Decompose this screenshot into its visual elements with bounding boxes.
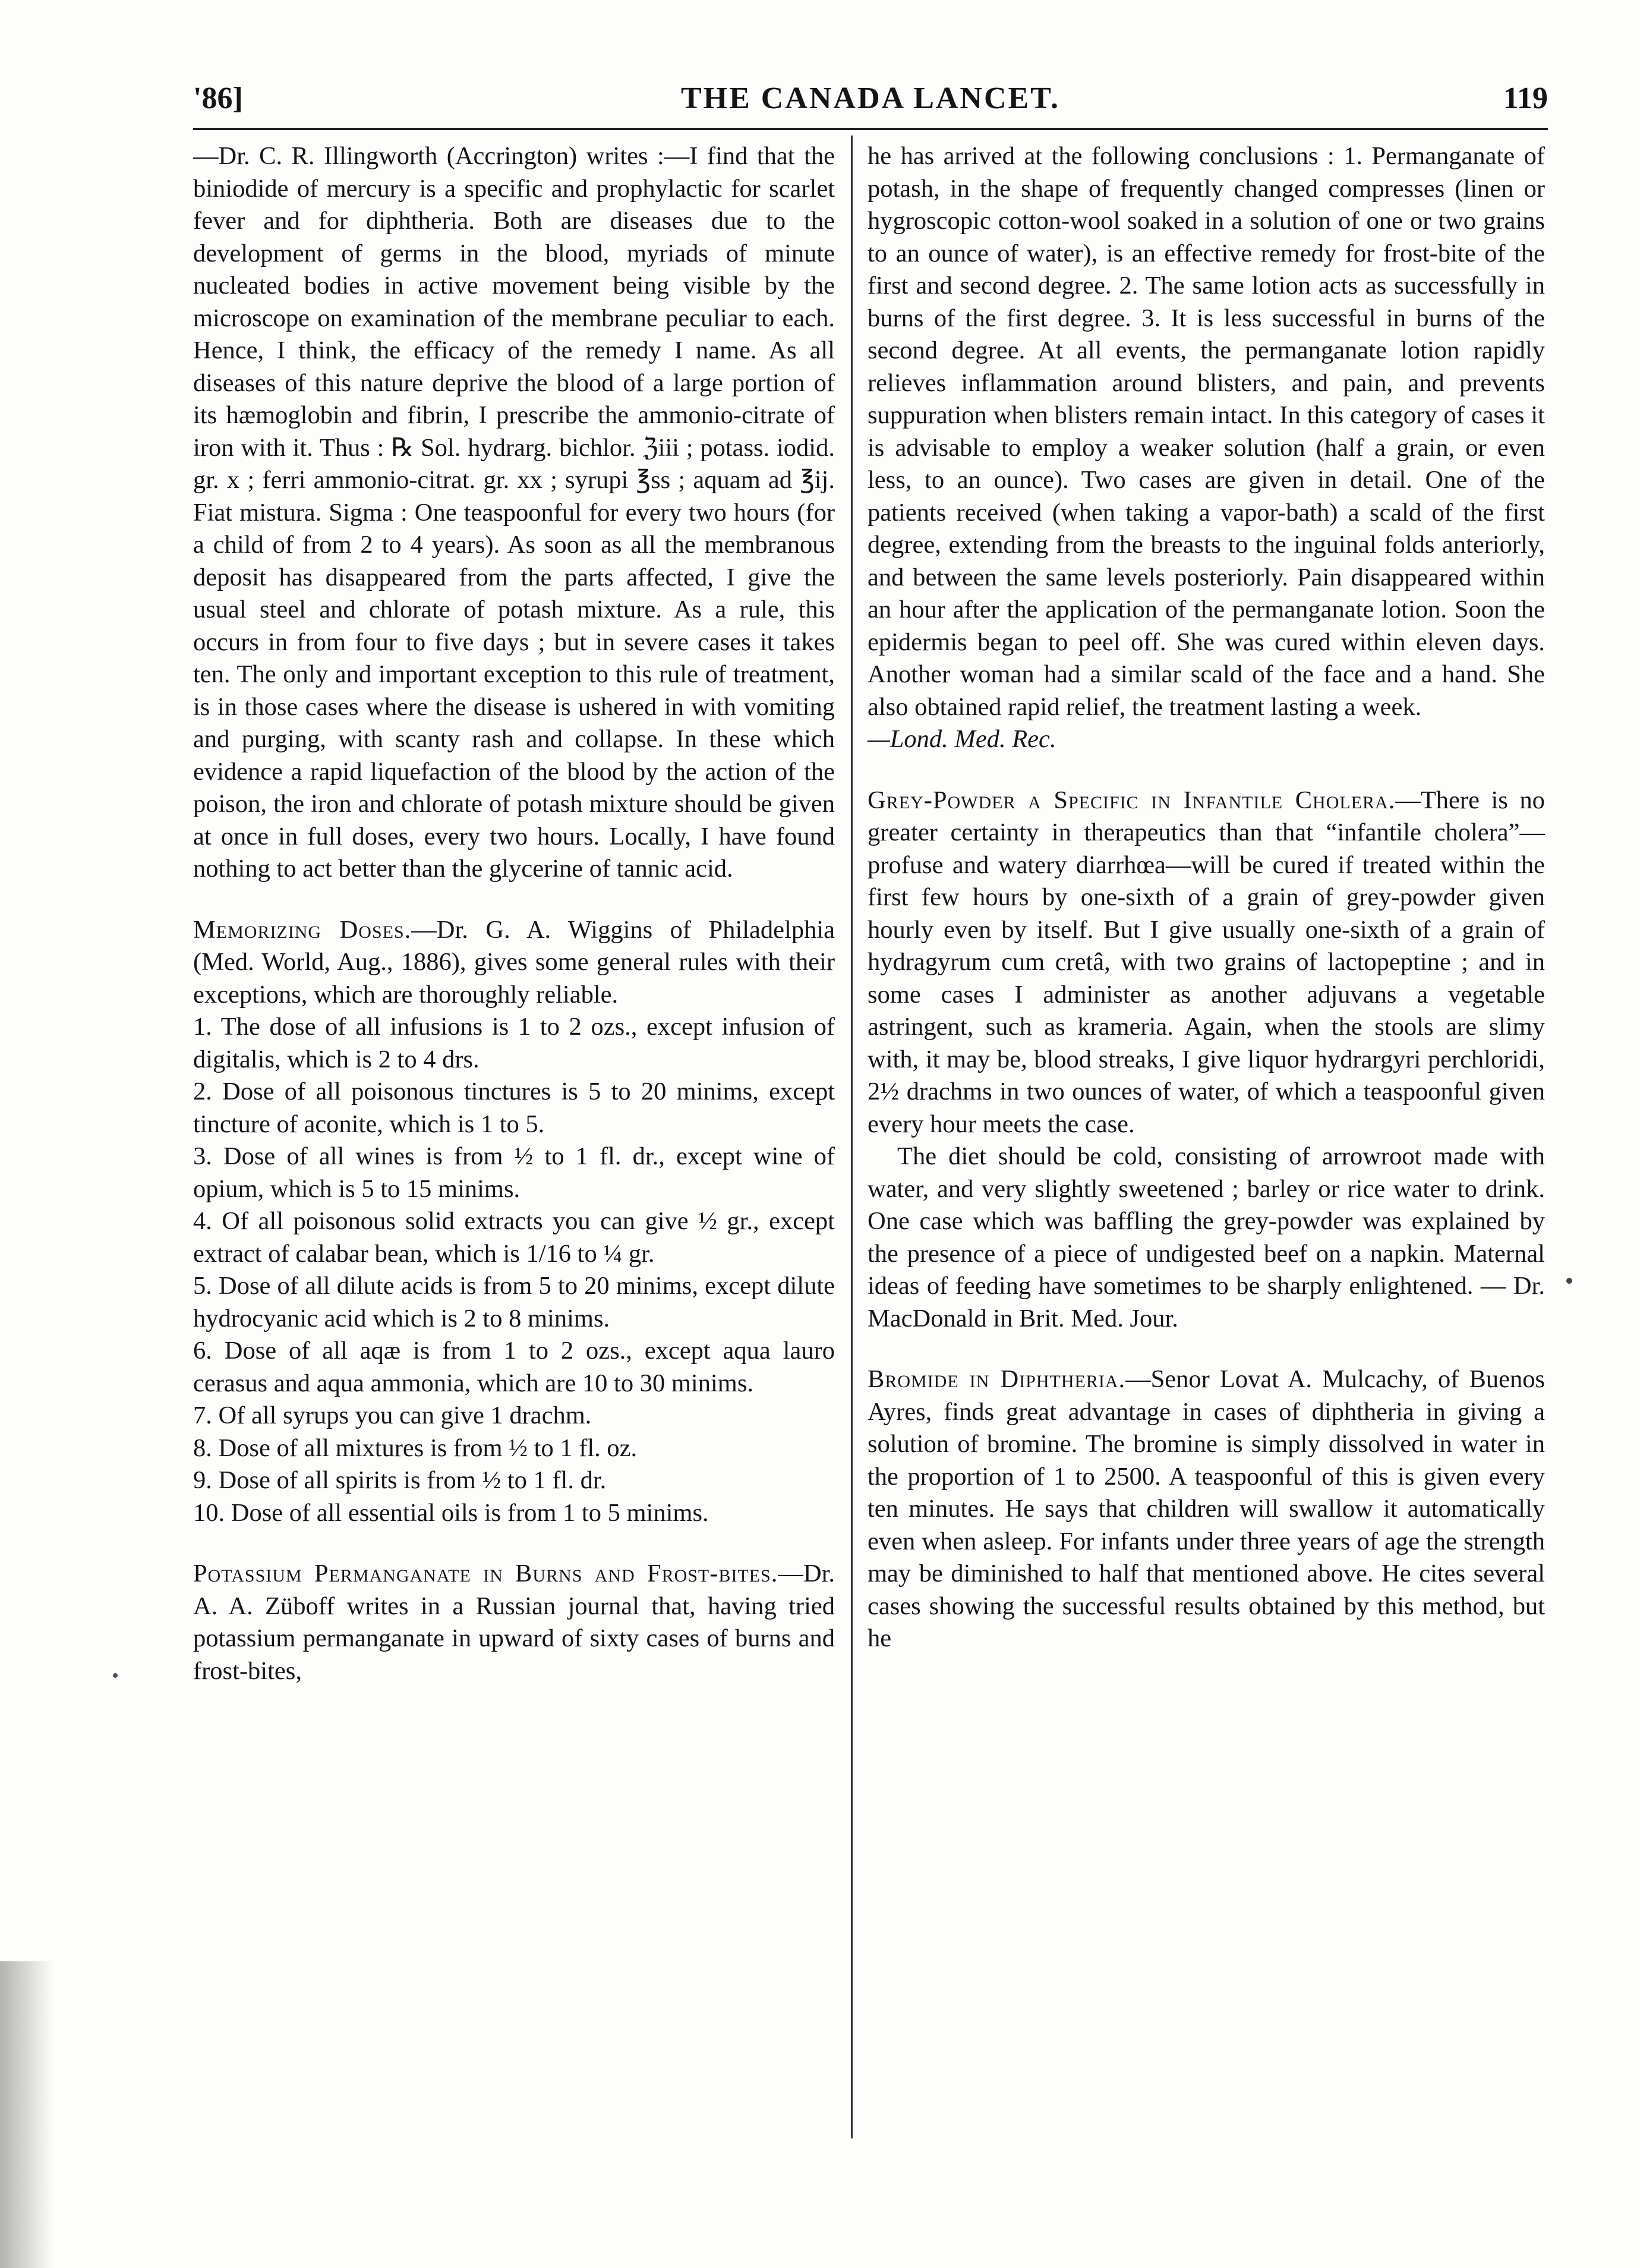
dose-item-1: 1. The dose of all infusions is 1 to 2 ozs., except infusion of digitalis, which is 2 to 4 drs.: [193, 1013, 835, 1073]
potassium-heading: Potassium Permanganate in Burns and Frost-bites.: [193, 1560, 778, 1587]
dose-item-3: 3. Dose of all wines is from ½ to 1 fl. dr., except wine of opium, which is 5 to 15 minims.: [193, 1142, 835, 1203]
grey-powder-article: [868, 785, 1545, 1141]
dose-item-9: 9. Dose of all spirits is from ½ to 1 fl. dr.: [193, 1466, 607, 1494]
journal-title: THE CANADA LANCET.: [680, 81, 1061, 115]
page-edge-shadow: [0, 1961, 53, 2268]
illingworth-paragraph: —Dr. C. R. Illingworth (Accrington) writes :—I find that the biniodide of mercury is a specific and prophylactic for scarlet fever and for diphtheria. Both are diseases due to the development of germs in the blood, myriads of minute nucleated bodies in active movement being visible by the microscope on examination of the membrane peculiar to each. Hence, I think, the efficacy of the remedy I name. As all diseases of this nature deprive the blood of a large portion of its hæmoglobin and fibrin, I prescribe the ammonio-citrate of iron with it. Thus : ℞ Sol. hydrarg. bichlor. ℨiii ; potass. iodid. gr. x ; ferri ammonio-citrat. gr. xx ; syrupi ℥ss ; aquam ad ℥ij. Fiat mistura. Sigma : One teaspoonful for every two hours (for a child of from 2 to 4 years). As soon as all the membranous deposit has disappeared from the parts affected, I give the usual steel and chlorate of potash mixture. As a rule, this occurs in from four to five days ; but in severe cases it takes ten. The only and important exception to this rule of treatment, is in those cases where the disease is ushered in with vomiting and purging, with scanty rash and collapse. In these which evidence a rapid liquefaction of the blood by the action of the poison, the iron and chlorate of potash mixture should be given at once in full doses, every two hours. Locally, I have found nothing to act better than the glycerine of tannic acid.: [193, 142, 835, 883]
column-divider: [851, 136, 853, 2138]
margin-speck: [113, 1673, 118, 1678]
bromide-text: —Senor Lovat A. Mulcachy, of Buenos Ayres, finds great advantage in cases of diphtheria in giving a solution of bromine. The bromine is simply dissolved in water in the proportion of 1 to 2500. A teaspoonful of this is given every ten minutes. He says that children will swallow it automatically even when asleep. For infants under three years of age the strength may be diminished to half that mentioned above. He cites several cases showing the successful results obtained by this method, but he: [868, 1365, 1545, 1652]
memorizing-doses-heading: Memorizing Doses.: [193, 915, 412, 944]
bromide-heading: Bromide in Diphtheria.: [868, 1365, 1126, 1393]
grey-powder-text: —There is no greater certainty in therapeutics than that “infantile cholera”—profuse and watery diarrhœa—will be cured if treated within the first few hours by one-sixth of a grain of grey-powder given hourly even by itself. But I give usually one-sixth of a grain of hydragyrum cum cretâ, with two grains of lactopeptine ; and in some cases I administer as another adjuvans a vegetable astringent, such as krameria. Again, when the stools are slimy with, it may be, blood streaks, I give liquor hydrargyri perchloridi, 2½ drachms in two ounces of water, of which a teaspoonful given every hour meets the case.: [868, 786, 1545, 1138]
potassium-article: [193, 1558, 835, 1687]
potassium-source: —Lond. Med. Rec.: [868, 725, 1056, 753]
potassium-text: —Dr. A. A. Züboff writes in a Russian journal that, having tried potassium permanganate in upward of sixty cases of burns and frost-bites,: [193, 1560, 835, 1685]
dose-item-4: 4. Of all poisonous solid extracts you can give ½ gr., except extract of calabar bean, which is 1/16 to ¼ gr.: [193, 1207, 835, 1268]
bromide-article: [868, 1363, 1545, 1655]
page-number: 119: [1503, 81, 1548, 115]
dose-item-5: 5. Dose of all dilute acids is from 5 to 20 minims, except dilute hydrocyanic acid which is 2 to 8 minims.: [193, 1272, 835, 1333]
dose-item-7: 7. Of all syrups you can give 1 drachm.: [193, 1401, 592, 1429]
margin-speck: [1566, 1278, 1572, 1284]
left-column: [193, 140, 835, 1687]
header-date: '86]: [193, 81, 243, 115]
dose-item-8: 8. Dose of all mixtures is from ½ to 1 fl. oz.: [193, 1434, 638, 1462]
running-header: [193, 70, 1548, 130]
dose-item-10: 10. Dose of all essential oils is from 1 to 5 minims.: [193, 1498, 709, 1527]
dose-item-2: 2. Dose of all poisonous tinctures is 5 to 20 minims, except tincture of aconite, which is 1 to 5.: [193, 1078, 835, 1138]
dose-item-6: 6. Dose of all aqæ is from 1 to 2 ozs., except aqua lauro cerasus and aqua ammonia, which are 10 to 30 minims.: [193, 1337, 835, 1397]
right-column: [868, 140, 1545, 1655]
memorizing-doses-article: [193, 914, 835, 1012]
grey-powder-diet: The diet should be cold, consisting of arrowroot made with water, and very slightly sweetened ; barley or rice water to drink. One case which was baffling the grey-powder was explained by the presence of a piece of undigested beef on a napkin. Maternal ideas of feeding have sometimes to be sharply enlightened. — Dr. MacDonald in Brit. Med. Jour.: [868, 1142, 1545, 1333]
header-rule: [193, 128, 1548, 130]
memorizing-doses-intro: —Dr. G. A. Wiggins of Philadelphia (Med. World, Aug., 1886), gives some general rules with their exceptions, which are thoroughly reliable.: [193, 915, 835, 1009]
dose-list: [193, 1011, 835, 1529]
grey-powder-heading: Grey-Powder a Specific in Infantile Cholera.: [868, 786, 1396, 814]
potassium-continued: [868, 140, 1545, 756]
potassium-continued-text: he has arrived at the following conclusions : 1. Permanganate of potash, in the shape of frequently changed compresses (linen or hygroscopic cotton-wool soaked in a solution of one or two grains to an ounce of water), is an effective remedy for frost-bite of the first and second degree. 2. The same lotion acts as successfully in burns of the first degree. 3. It is less successful in burns of the second degree. At all events, the permanganate lotion rapidly relieves inflammation around blisters, and pain, and prevents suppuration when blisters remain intact. In this category of cases it is advisable to employ a weaker solution (half a grain, or even less, to an ounce). Two cases are given in detail. One of the patients received (when taking a vapor-bath) a scald of the first degree, extending from the breasts to the inguinal folds anteriorly, and between the same levels posteriorly. Pain disappeared within an hour after the application of the permanganate lotion. Soon the epidermis began to peel off. She was cured within eleven days. Another woman had a similar scald of the face and a hand. She also obtained rapid relief, the treatment lasting a week.: [868, 142, 1545, 721]
